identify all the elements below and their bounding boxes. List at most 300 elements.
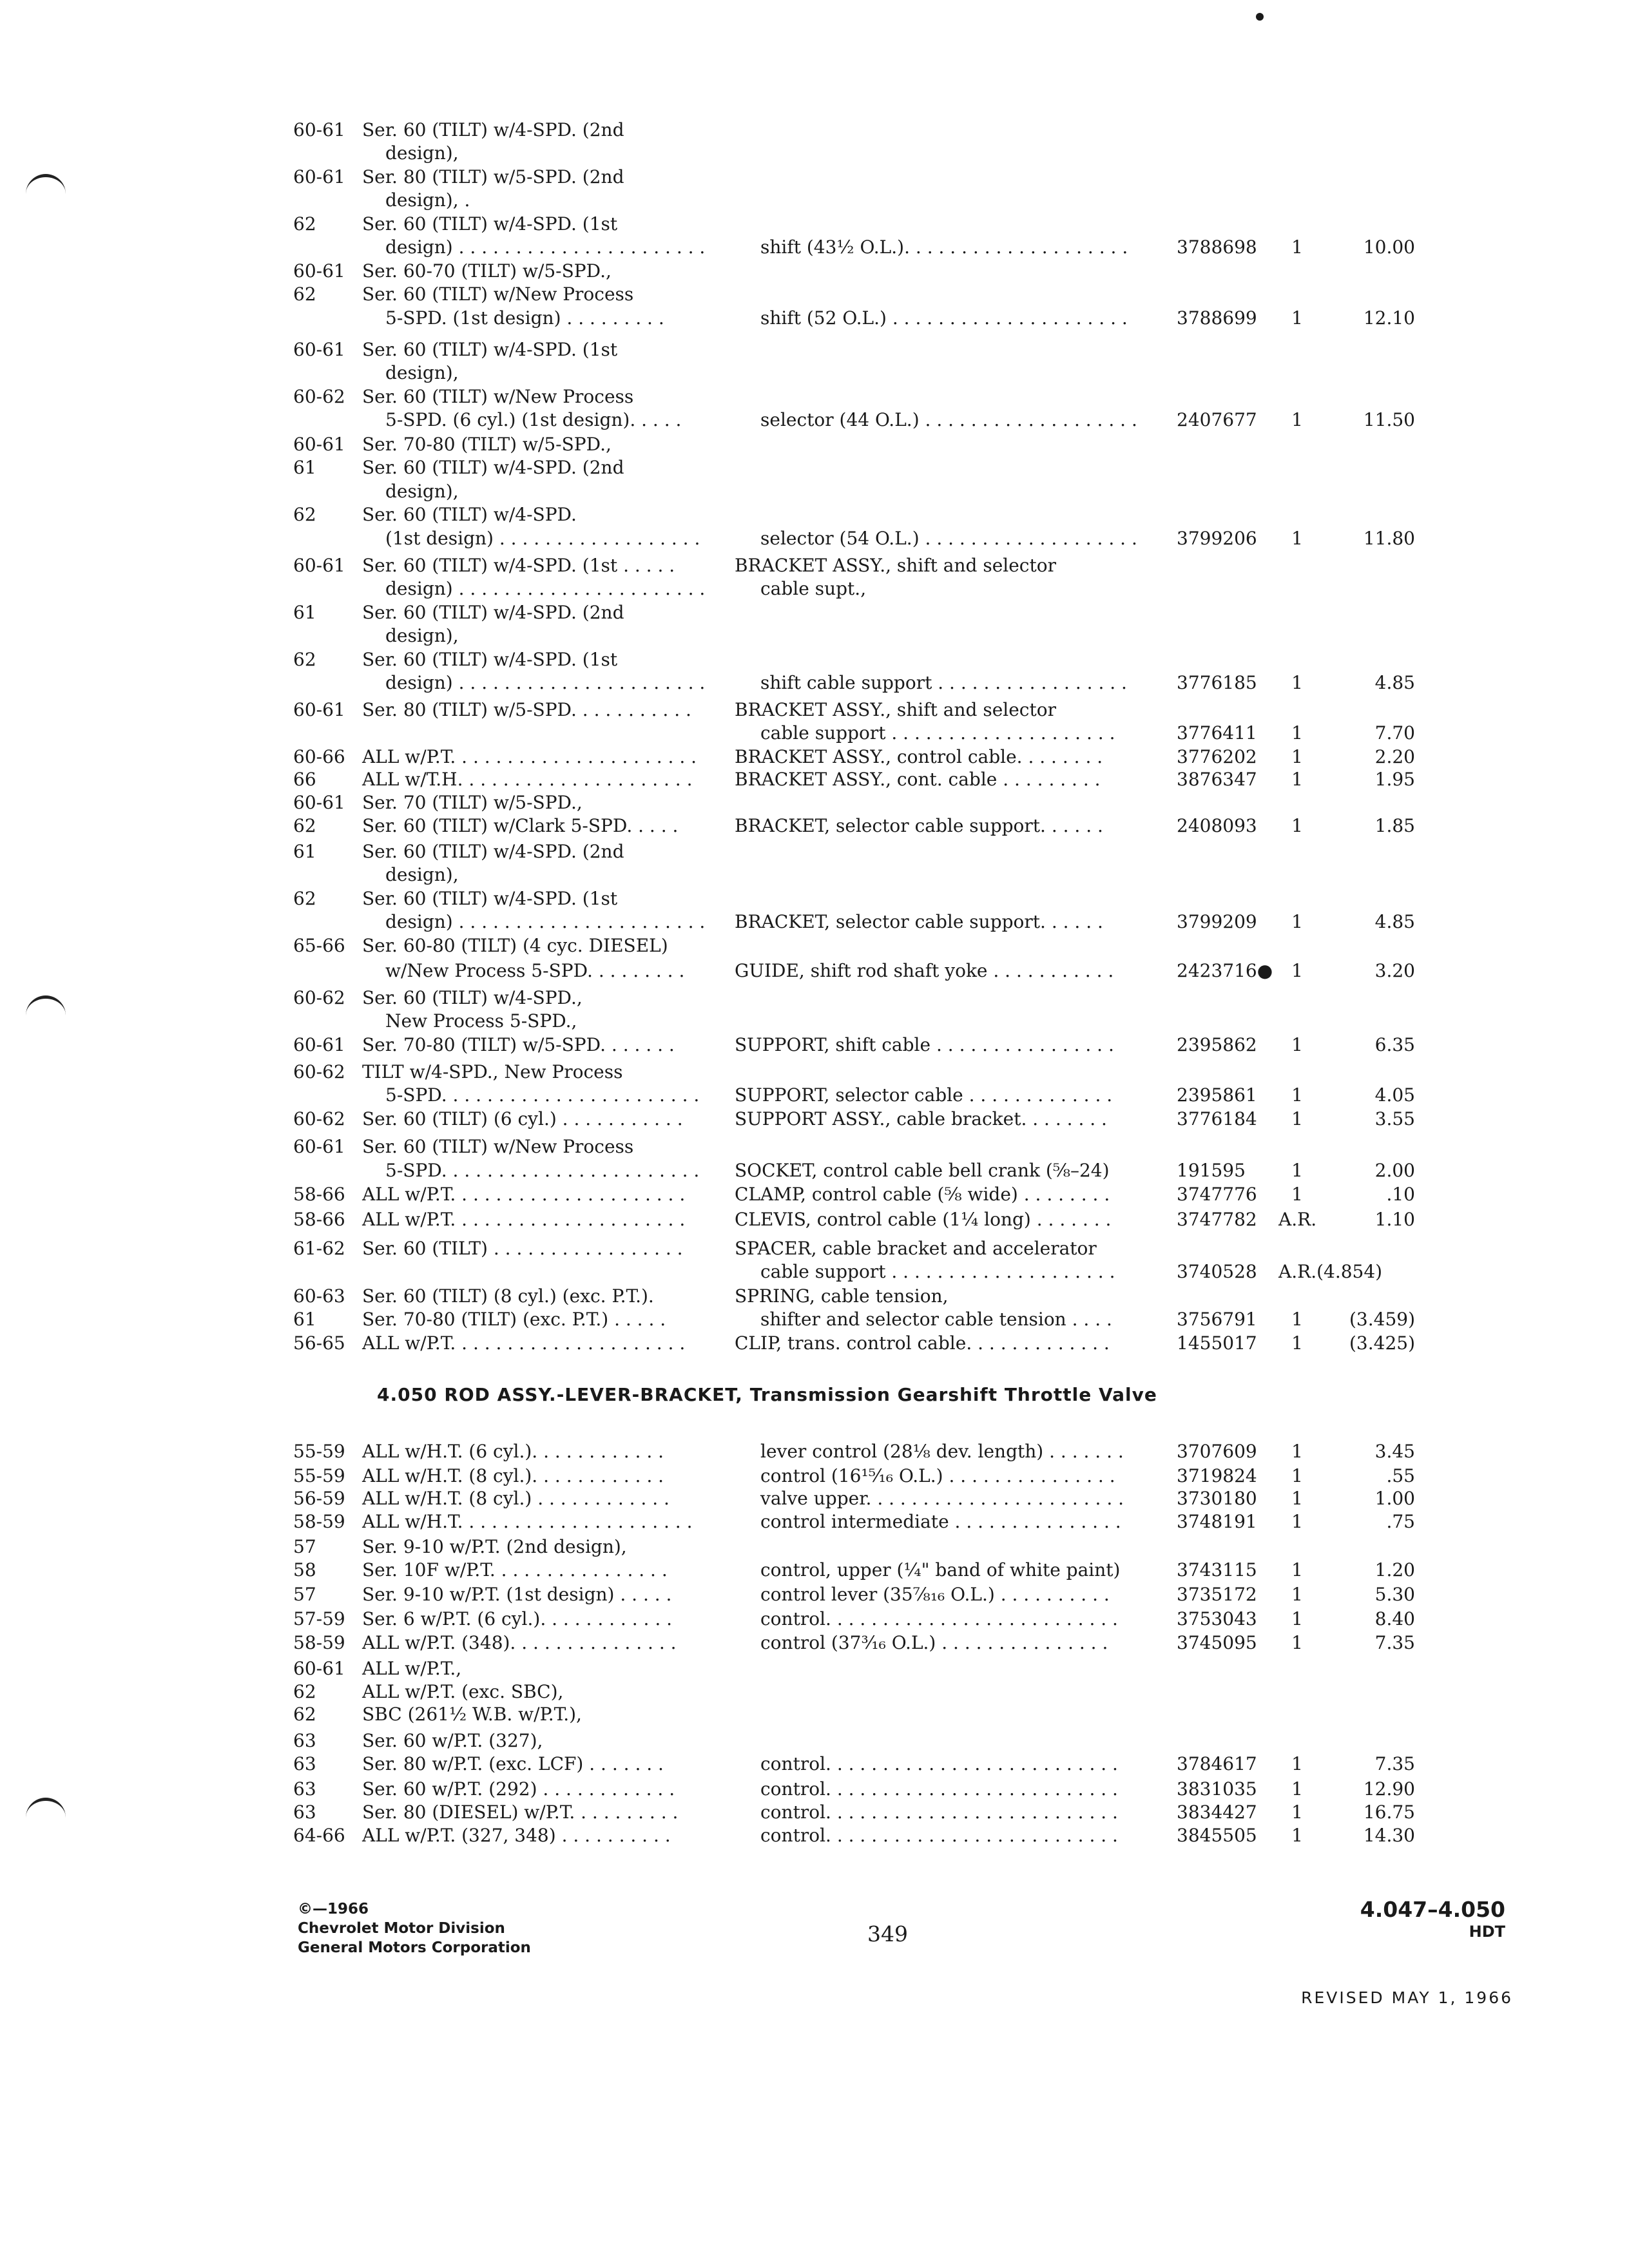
row-part-number: 3743115 bbox=[1177, 1559, 1257, 1581]
table-row bbox=[0, 935, 1629, 957]
row-application: Ser. 60 (TILT) w/4-SPD. (2nd bbox=[362, 119, 624, 140]
row-price: 7.35 bbox=[1374, 1753, 1415, 1774]
row-years: 57-59 bbox=[293, 1608, 345, 1629]
row-quantity: 1 bbox=[1291, 672, 1303, 693]
row-application: Ser. 9-10 w/P.T. (1st design) . . . . . bbox=[362, 1584, 672, 1605]
table-row bbox=[0, 1309, 1629, 1331]
row-price: 1.00 bbox=[1374, 1488, 1415, 1509]
row-years: 65-66 bbox=[293, 935, 345, 956]
table-row bbox=[0, 1511, 1629, 1533]
row-quantity: 1 bbox=[1291, 1465, 1303, 1486]
row-part-number: 3834427 bbox=[1177, 1802, 1257, 1823]
row-years: 60-61 bbox=[293, 699, 345, 720]
row-price: (3.459) bbox=[1349, 1309, 1415, 1330]
row-description: BRACKET ASSY., shift and selector bbox=[735, 555, 1056, 576]
row-quantity: 1 bbox=[1291, 722, 1303, 744]
corporation-name: General Motors Corporation bbox=[298, 1939, 531, 1956]
table-row bbox=[0, 746, 1629, 768]
row-quantity: 1 bbox=[1291, 1034, 1303, 1055]
row-years: 57 bbox=[293, 1536, 316, 1557]
table-row bbox=[0, 888, 1629, 910]
row-application: Ser. 60-80 (TILT) (4 cyc. DIESEL) bbox=[362, 935, 668, 956]
table-row bbox=[0, 166, 1629, 188]
row-part-number: 3745095 bbox=[1177, 1632, 1257, 1653]
row-years: 60-61 bbox=[293, 792, 345, 813]
row-description: SPRING, cable tension, bbox=[735, 1285, 949, 1307]
row-application: ALL w/T.H. . . . . . . . . . . . . . . . . . . . . bbox=[362, 769, 693, 790]
table-row bbox=[0, 864, 1629, 886]
row-years: 60-61 bbox=[293, 260, 345, 282]
row-years: 60-62 bbox=[293, 386, 345, 407]
table-row bbox=[0, 481, 1629, 503]
row-part-number: 3831035 bbox=[1177, 1778, 1257, 1800]
table-row bbox=[0, 1136, 1629, 1158]
row-description: control lever (35⅞₁₆ O.L.) . . . . . . . . . . bbox=[760, 1584, 1110, 1605]
row-price: 16.75 bbox=[1363, 1802, 1415, 1823]
row-application: design) . . . . . . . . . . . . . . . . . . . . . . bbox=[385, 672, 706, 693]
row-quantity: 1 bbox=[1291, 1632, 1303, 1653]
row-application: Ser. 10F w/P.T. . . . . . . . . . . . . . . . bbox=[362, 1559, 668, 1581]
row-years: 62 bbox=[293, 284, 316, 305]
row-description: control. . . . . . . . . . . . . . . . . . . . . . . . . . bbox=[760, 1608, 1118, 1629]
row-price: .10 bbox=[1386, 1184, 1415, 1205]
row-application: ALL w/P.T. . . . . . . . . . . . . . . . . . . . . bbox=[362, 1209, 686, 1230]
table-row bbox=[0, 1034, 1629, 1056]
row-years: 60-63 bbox=[293, 1285, 345, 1307]
row-application: ALL w/H.T. (8 cyl.) . . . . . . . . . . . . bbox=[362, 1488, 670, 1509]
row-application: design) . . . . . . . . . . . . . . . . . . . . . . bbox=[385, 236, 706, 258]
row-quantity: 1 bbox=[1291, 815, 1303, 836]
row-price: 5.30 bbox=[1374, 1584, 1415, 1605]
row-years: 64-66 bbox=[293, 1825, 345, 1846]
row-years: 63 bbox=[293, 1778, 316, 1800]
row-application: Ser. 60 (TILT) w/4-SPD. bbox=[362, 504, 577, 525]
row-description: shift (43½ O.L.). . . . . . . . . . . . . . . . . . . . bbox=[760, 236, 1128, 258]
table-row bbox=[0, 1160, 1629, 1182]
row-part-number: 191595 bbox=[1177, 1160, 1246, 1181]
row-years: 57 bbox=[293, 1584, 316, 1605]
table-row bbox=[0, 213, 1629, 235]
row-application: Ser. 80 (TILT) w/5-SPD. (2nd bbox=[362, 166, 624, 187]
table-row bbox=[0, 434, 1629, 456]
row-price: 7.35 bbox=[1374, 1632, 1415, 1653]
row-description: control. . . . . . . . . . . . . . . . . . . . . . . . . . bbox=[760, 1825, 1118, 1846]
table-row bbox=[0, 1184, 1629, 1206]
row-part-number: 3747782 bbox=[1177, 1209, 1257, 1230]
table-row bbox=[0, 409, 1629, 431]
row-years: 60-61 bbox=[293, 434, 345, 455]
row-years: 60-62 bbox=[293, 987, 345, 1008]
row-application: Ser. 60 w/P.T. (327), bbox=[362, 1730, 543, 1751]
row-quantity: 1 bbox=[1291, 1825, 1303, 1846]
table-row bbox=[0, 602, 1629, 624]
row-years: 61 bbox=[293, 457, 316, 478]
row-price: 1.85 bbox=[1374, 815, 1415, 836]
publisher-block bbox=[298, 1899, 531, 1957]
row-description: CLIP, trans. control cable. . . . . . . . . . . . . bbox=[735, 1332, 1110, 1354]
row-application: ALL w/H.T. . . . . . . . . . . . . . . . . . . . . bbox=[362, 1511, 693, 1532]
row-quantity: A.R. bbox=[1278, 1209, 1317, 1230]
row-application: Ser. 60 (TILT) (8 cyl.) (exc. P.T.). bbox=[362, 1285, 654, 1307]
row-application: SBC (261½ W.B. w/P.T.), bbox=[362, 1704, 582, 1725]
row-description: SPACER, cable bracket and accelerator bbox=[735, 1238, 1097, 1259]
row-part-number: 3756791 bbox=[1177, 1309, 1257, 1330]
row-description: shift (52 O.L.) . . . . . . . . . . . . . . . . . . . . . bbox=[760, 307, 1128, 329]
copyright: ©—1966 bbox=[298, 1901, 369, 1917]
row-price: 1.20 bbox=[1374, 1559, 1415, 1581]
row-quantity: 1 bbox=[1291, 960, 1303, 981]
table-row bbox=[0, 1084, 1629, 1106]
row-quantity: 1 bbox=[1291, 1309, 1303, 1330]
row-quantity: 1 bbox=[1291, 1108, 1303, 1129]
table-row bbox=[0, 1465, 1629, 1487]
row-application: w/New Process 5-SPD. . . . . . . . . bbox=[385, 960, 685, 981]
row-description: SUPPORT, selector cable . . . . . . . . . . . . . bbox=[735, 1084, 1113, 1106]
row-years: 63 bbox=[293, 1730, 316, 1751]
row-application: Ser. 60 (TILT) w/4-SPD. (2nd bbox=[362, 841, 624, 862]
row-application: design), bbox=[385, 864, 459, 885]
table-row bbox=[0, 672, 1629, 694]
row-application: Ser. 60 (TILT) w/4-SPD. (1st bbox=[362, 888, 618, 909]
row-price: 4.85 bbox=[1374, 911, 1415, 932]
table-row bbox=[0, 911, 1629, 933]
row-part-number: 3776202 bbox=[1177, 746, 1257, 767]
row-years: 58-59 bbox=[293, 1511, 345, 1532]
row-quantity: 1 bbox=[1291, 528, 1303, 549]
row-application: design), . bbox=[385, 189, 470, 211]
row-years: 60-62 bbox=[293, 1108, 345, 1129]
table-row bbox=[0, 362, 1629, 384]
table-row bbox=[0, 987, 1629, 1009]
row-application: ALL w/P.T., bbox=[362, 1658, 462, 1679]
row-price: 1.95 bbox=[1374, 769, 1415, 790]
row-part-number: 3748191 bbox=[1177, 1511, 1257, 1532]
row-quantity: 1 bbox=[1291, 1084, 1303, 1106]
row-years: 63 bbox=[293, 1753, 316, 1774]
row-description: CLAMP, control cable (⅝ wide) . . . . . . . . bbox=[735, 1184, 1110, 1205]
row-years: 60-61 bbox=[293, 1034, 345, 1055]
row-price: 11.50 bbox=[1363, 409, 1415, 430]
row-application: ALL w/P.T. (348). . . . . . . . . . . . . . . bbox=[362, 1632, 677, 1653]
table-row bbox=[0, 1261, 1629, 1283]
row-description: control. . . . . . . . . . . . . . . . . . . . . . . . . . bbox=[760, 1802, 1118, 1823]
row-application: Ser. 60 (TILT) . . . . . . . . . . . . . . . . . bbox=[362, 1238, 683, 1259]
table-row bbox=[0, 1559, 1629, 1581]
row-description: BRACKET ASSY., cont. cable . . . . . . . . . bbox=[735, 769, 1101, 790]
row-price: 12.90 bbox=[1363, 1778, 1415, 1800]
row-application: Ser. 60 (TILT) w/4-SPD. (1st bbox=[362, 339, 618, 360]
row-price: 14.30 bbox=[1363, 1825, 1415, 1846]
table-row bbox=[0, 189, 1629, 211]
row-part-number: 3707609 bbox=[1177, 1441, 1257, 1462]
table-row bbox=[0, 555, 1629, 577]
row-description: cable support . . . . . . . . . . . . . . . . . . . . bbox=[760, 1261, 1115, 1282]
table-row bbox=[0, 1753, 1629, 1775]
row-years: 62 bbox=[293, 649, 316, 670]
row-application: Ser. 6 w/P.T. (6 cyl.). . . . . . . . . . . . bbox=[362, 1608, 673, 1629]
table-row bbox=[0, 284, 1629, 305]
row-years: 56-65 bbox=[293, 1332, 345, 1354]
row-description: control (37³⁄₁₆ O.L.) . . . . . . . . . . . . . . . bbox=[760, 1632, 1108, 1653]
row-application: Ser. 70 (TILT) w/5-SPD., bbox=[362, 792, 583, 813]
table-row bbox=[0, 457, 1629, 479]
row-years: 60-66 bbox=[293, 746, 345, 767]
row-description: control. . . . . . . . . . . . . . . . . . . . . . . . . . bbox=[760, 1753, 1118, 1774]
row-years: 62 bbox=[293, 1704, 316, 1725]
row-application: Ser. 60 w/P.T. (292) . . . . . . . . . . . . bbox=[362, 1778, 675, 1800]
row-price: 12.10 bbox=[1363, 307, 1415, 329]
row-years: 61 bbox=[293, 1309, 316, 1330]
row-application: TILT w/4-SPD., New Process bbox=[362, 1061, 623, 1082]
row-part-number: 3776411 bbox=[1177, 722, 1257, 744]
revision-date: REVISED MAY 1, 1966 bbox=[1301, 1988, 1513, 2007]
table-row bbox=[0, 1061, 1629, 1083]
row-part-number: 2407677 bbox=[1177, 409, 1257, 430]
table-row bbox=[0, 339, 1629, 361]
table-row bbox=[0, 1536, 1629, 1558]
table-row bbox=[0, 625, 1629, 647]
row-application: New Process 5-SPD., bbox=[385, 1010, 577, 1032]
row-years: 61 bbox=[293, 602, 316, 623]
row-quantity: 1 bbox=[1291, 1511, 1303, 1532]
table-row bbox=[0, 504, 1629, 526]
row-years: 62 bbox=[293, 815, 316, 836]
row-description: selector (44 O.L.) . . . . . . . . . . . . . . . . . . . bbox=[760, 409, 1137, 430]
row-years: 62 bbox=[293, 213, 316, 235]
row-part-number: 3799209 bbox=[1177, 911, 1257, 932]
row-description: BRACKET ASSY., shift and selector bbox=[735, 699, 1056, 720]
table-row bbox=[0, 1681, 1629, 1703]
row-application: design), bbox=[385, 142, 459, 164]
row-price: 10.00 bbox=[1363, 236, 1415, 258]
row-quantity: 1 bbox=[1291, 1488, 1303, 1509]
row-description: selector (54 O.L.) . . . . . . . . . . . . . . . . . . . bbox=[760, 528, 1137, 549]
row-part-number: 2395861 bbox=[1177, 1084, 1257, 1106]
row-part-number: 3788699 bbox=[1177, 307, 1257, 329]
table-row bbox=[0, 792, 1629, 814]
table-row bbox=[0, 578, 1629, 600]
row-description: BRACKET, selector cable support. . . . . . bbox=[735, 815, 1103, 836]
row-application: Ser. 60 (TILT) w/4-SPD. (1st bbox=[362, 649, 618, 670]
row-description: SUPPORT, shift cable . . . . . . . . . . . . . . . . bbox=[735, 1034, 1114, 1055]
row-price: 3.20 bbox=[1374, 960, 1415, 981]
row-quantity: 1 bbox=[1291, 1160, 1303, 1181]
row-years: 60-61 bbox=[293, 1658, 345, 1679]
row-price: 1.10 bbox=[1374, 1209, 1415, 1230]
row-price: 11.80 bbox=[1363, 528, 1415, 549]
table-row bbox=[0, 119, 1629, 141]
table-row bbox=[0, 1332, 1629, 1354]
row-description: BRACKET ASSY., control cable. . . . . . . . bbox=[735, 746, 1103, 767]
row-price: 3.45 bbox=[1374, 1441, 1415, 1462]
row-description: control, upper (¼" band of white paint) bbox=[760, 1559, 1121, 1581]
row-years: 56-59 bbox=[293, 1488, 345, 1509]
row-years: 55-59 bbox=[293, 1441, 345, 1462]
row-price: 4.85 bbox=[1374, 672, 1415, 693]
row-application: Ser. 60 (TILT) w/New Process bbox=[362, 284, 634, 305]
row-price: 2.00 bbox=[1374, 1160, 1415, 1181]
row-price: 7.70 bbox=[1374, 722, 1415, 744]
row-application: Ser. 70-80 (TILT) (exc. P.T.) . . . . . bbox=[362, 1309, 666, 1330]
row-years: 58-66 bbox=[293, 1184, 345, 1205]
row-application: Ser. 80 (TILT) w/5-SPD. . . . . . . . . . . bbox=[362, 699, 691, 720]
table-row bbox=[0, 1584, 1629, 1606]
row-application: design), bbox=[385, 481, 459, 502]
section-code: 4.047–4.050 bbox=[1360, 1897, 1505, 1922]
table-row bbox=[0, 1802, 1629, 1823]
row-part-number: 2423716● bbox=[1177, 960, 1273, 981]
table-row bbox=[0, 1488, 1629, 1510]
section-title: 4.050 ROD ASSY.-LEVER-BRACKET, Transmission Gearshift Throttle Valve bbox=[377, 1384, 1157, 1405]
table-row bbox=[0, 1010, 1629, 1032]
row-application: design), bbox=[385, 362, 459, 383]
row-application: Ser. 80 (DIESEL) w/P.T. . . . . . . . . . bbox=[362, 1802, 679, 1823]
row-quantity: 1 bbox=[1291, 1778, 1303, 1800]
row-application: (1st design) . . . . . . . . . . . . . . . . . . bbox=[385, 528, 700, 549]
table-row bbox=[0, 307, 1629, 329]
row-price: .55 bbox=[1386, 1465, 1415, 1486]
row-application: Ser. 9-10 w/P.T. (2nd design), bbox=[362, 1536, 627, 1557]
row-description: CLEVIS, control cable (1¼ long) . . . . . . . bbox=[735, 1209, 1112, 1230]
table-row bbox=[0, 769, 1629, 791]
row-part-number: 3788698 bbox=[1177, 236, 1257, 258]
row-years: 62 bbox=[293, 1681, 316, 1702]
row-years: 60-61 bbox=[293, 1136, 345, 1157]
row-price: 4.05 bbox=[1374, 1084, 1415, 1106]
section-code-block bbox=[1360, 1897, 1505, 1941]
row-years: 61 bbox=[293, 841, 316, 862]
row-application: Ser. 70-80 (TILT) w/5-SPD., bbox=[362, 434, 612, 455]
table-row bbox=[0, 1209, 1629, 1231]
row-description: GUIDE, shift rod shaft yoke . . . . . . . . . . . bbox=[735, 960, 1114, 981]
table-row bbox=[0, 1730, 1629, 1752]
table-row bbox=[0, 386, 1629, 408]
table-row bbox=[0, 1238, 1629, 1260]
table-row bbox=[0, 142, 1629, 164]
row-description: valve upper. . . . . . . . . . . . . . . . . . . . . . . bbox=[760, 1488, 1124, 1509]
row-description: BRACKET, selector cable support. . . . . . bbox=[735, 911, 1103, 932]
row-application: ALL w/P.T. . . . . . . . . . . . . . . . . . . . . bbox=[362, 1184, 686, 1205]
row-application: design) . . . . . . . . . . . . . . . . . . . . . . bbox=[385, 578, 706, 599]
row-description: lever control (28⅛ dev. length) . . . . . . . bbox=[760, 1441, 1124, 1462]
row-quantity: 1 bbox=[1291, 1802, 1303, 1823]
table-row bbox=[0, 1608, 1629, 1630]
row-part-number: 3845505 bbox=[1177, 1825, 1257, 1846]
table-row bbox=[0, 649, 1629, 671]
page-number: 349 bbox=[867, 1921, 908, 1946]
row-application: ALL w/H.T. (6 cyl.). . . . . . . . . . . . bbox=[362, 1441, 664, 1462]
table-row bbox=[0, 1108, 1629, 1130]
row-application: ALL w/P.T. . . . . . . . . . . . . . . . . . . . . . bbox=[362, 746, 697, 767]
ink-dot bbox=[1256, 13, 1264, 21]
table-row bbox=[0, 1778, 1629, 1800]
row-part-number: 1455017 bbox=[1177, 1332, 1257, 1354]
row-description: control intermediate . . . . . . . . . . . . . . . bbox=[760, 1511, 1121, 1532]
row-application: ALL w/P.T. (exc. SBC), bbox=[362, 1681, 564, 1702]
division-name: Chevrolet Motor Division bbox=[298, 1920, 505, 1937]
row-price: (3.425) bbox=[1349, 1332, 1415, 1354]
row-application: Ser. 80 w/P.T. (exc. LCF) . . . . . . . bbox=[362, 1753, 664, 1774]
row-part-number: 3753043 bbox=[1177, 1608, 1257, 1629]
row-application: 5-SPD. . . . . . . . . . . . . . . . . . . . . . . bbox=[385, 1160, 700, 1181]
row-part-number: 3740528 bbox=[1177, 1261, 1257, 1282]
row-application: ALL w/P.T. (327, 348) . . . . . . . . . . bbox=[362, 1825, 671, 1846]
row-application: Ser. 60 (TILT) w/4-SPD. (1st bbox=[362, 213, 618, 235]
row-part-number: 3730180 bbox=[1177, 1488, 1257, 1509]
section-subcode: HDT bbox=[1469, 1923, 1505, 1941]
table-row bbox=[0, 1658, 1629, 1680]
row-part-number: 3776184 bbox=[1177, 1108, 1257, 1129]
row-quantity: 1 bbox=[1291, 1184, 1303, 1205]
row-part-number: 3719824 bbox=[1177, 1465, 1257, 1486]
row-years: 62 bbox=[293, 888, 316, 909]
row-quantity: 1 bbox=[1291, 769, 1303, 790]
row-years: 61-62 bbox=[293, 1238, 345, 1259]
row-application: 5-SPD. (6 cyl.) (1st design). . . . . bbox=[385, 409, 682, 430]
row-application: 5-SPD. . . . . . . . . . . . . . . . . . . . . . . bbox=[385, 1084, 700, 1106]
row-part-number: 3784617 bbox=[1177, 1753, 1257, 1774]
row-years: 62 bbox=[293, 504, 316, 525]
row-description: control (16¹⁵⁄₁₆ O.L.) . . . . . . . . . . . . . . . bbox=[760, 1465, 1115, 1486]
row-application: ALL w/P.T. . . . . . . . . . . . . . . . . . . . . bbox=[362, 1332, 686, 1354]
row-years: 66 bbox=[293, 769, 316, 790]
row-application: Ser. 60 (TILT) w/4-SPD., bbox=[362, 987, 583, 1008]
table-row bbox=[0, 841, 1629, 863]
row-quantity: 1 bbox=[1291, 1559, 1303, 1581]
row-application: Ser. 60 (TILT) w/Clark 5-SPD. . . . . bbox=[362, 815, 679, 836]
row-description: shift cable support . . . . . . . . . . . . . . . . . bbox=[760, 672, 1127, 693]
row-quantity: 1 bbox=[1291, 236, 1303, 258]
row-years: 63 bbox=[293, 1802, 316, 1823]
row-quantity: 1 bbox=[1291, 307, 1303, 329]
row-years: 60-61 bbox=[293, 339, 345, 360]
row-years: 60-61 bbox=[293, 555, 345, 576]
table-row bbox=[0, 1632, 1629, 1654]
row-part-number: 3876347 bbox=[1177, 769, 1257, 790]
row-part-number: 3747776 bbox=[1177, 1184, 1257, 1205]
row-application: Ser. 60 (TILT) w/4-SPD. (2nd bbox=[362, 457, 624, 478]
row-application: Ser. 70-80 (TILT) w/5-SPD. . . . . . . bbox=[362, 1034, 675, 1055]
row-application: ALL w/H.T. (8 cyl.). . . . . . . . . . . . bbox=[362, 1465, 664, 1486]
row-quantity: 1 bbox=[1291, 911, 1303, 932]
row-part-number: 2408093 bbox=[1177, 815, 1257, 836]
row-quantity: 1 bbox=[1291, 1608, 1303, 1629]
row-application: Ser. 60 (TILT) w/4-SPD. (1st . . . . . bbox=[362, 555, 675, 576]
row-application: Ser. 60-70 (TILT) w/5-SPD., bbox=[362, 260, 612, 282]
row-quantity: 1 bbox=[1291, 1332, 1303, 1354]
row-quantity: 1 bbox=[1291, 409, 1303, 430]
row-application: Ser. 60 (TILT) (6 cyl.) . . . . . . . . . . . bbox=[362, 1108, 683, 1129]
row-quantity: A.R.(4.854) bbox=[1278, 1261, 1383, 1282]
table-row bbox=[0, 260, 1629, 282]
row-application: Ser. 60 (TILT) w/New Process bbox=[362, 1136, 634, 1157]
table-row bbox=[0, 699, 1629, 721]
row-application: design), bbox=[385, 625, 459, 646]
table-row bbox=[0, 722, 1629, 744]
table-row bbox=[0, 815, 1629, 837]
table-row bbox=[0, 1825, 1629, 1847]
row-application: Ser. 60 (TILT) w/New Process bbox=[362, 386, 634, 407]
row-application: 5-SPD. (1st design) . . . . . . . . . bbox=[385, 307, 664, 329]
row-price: .75 bbox=[1386, 1511, 1415, 1532]
row-years: 58 bbox=[293, 1559, 316, 1581]
row-years: 58-66 bbox=[293, 1209, 345, 1230]
row-application: design) . . . . . . . . . . . . . . . . . . . . . . bbox=[385, 911, 706, 932]
row-years: 58-59 bbox=[293, 1632, 345, 1653]
row-quantity: 1 bbox=[1291, 746, 1303, 767]
row-quantity: 1 bbox=[1291, 1584, 1303, 1605]
row-years: 55-59 bbox=[293, 1465, 345, 1486]
